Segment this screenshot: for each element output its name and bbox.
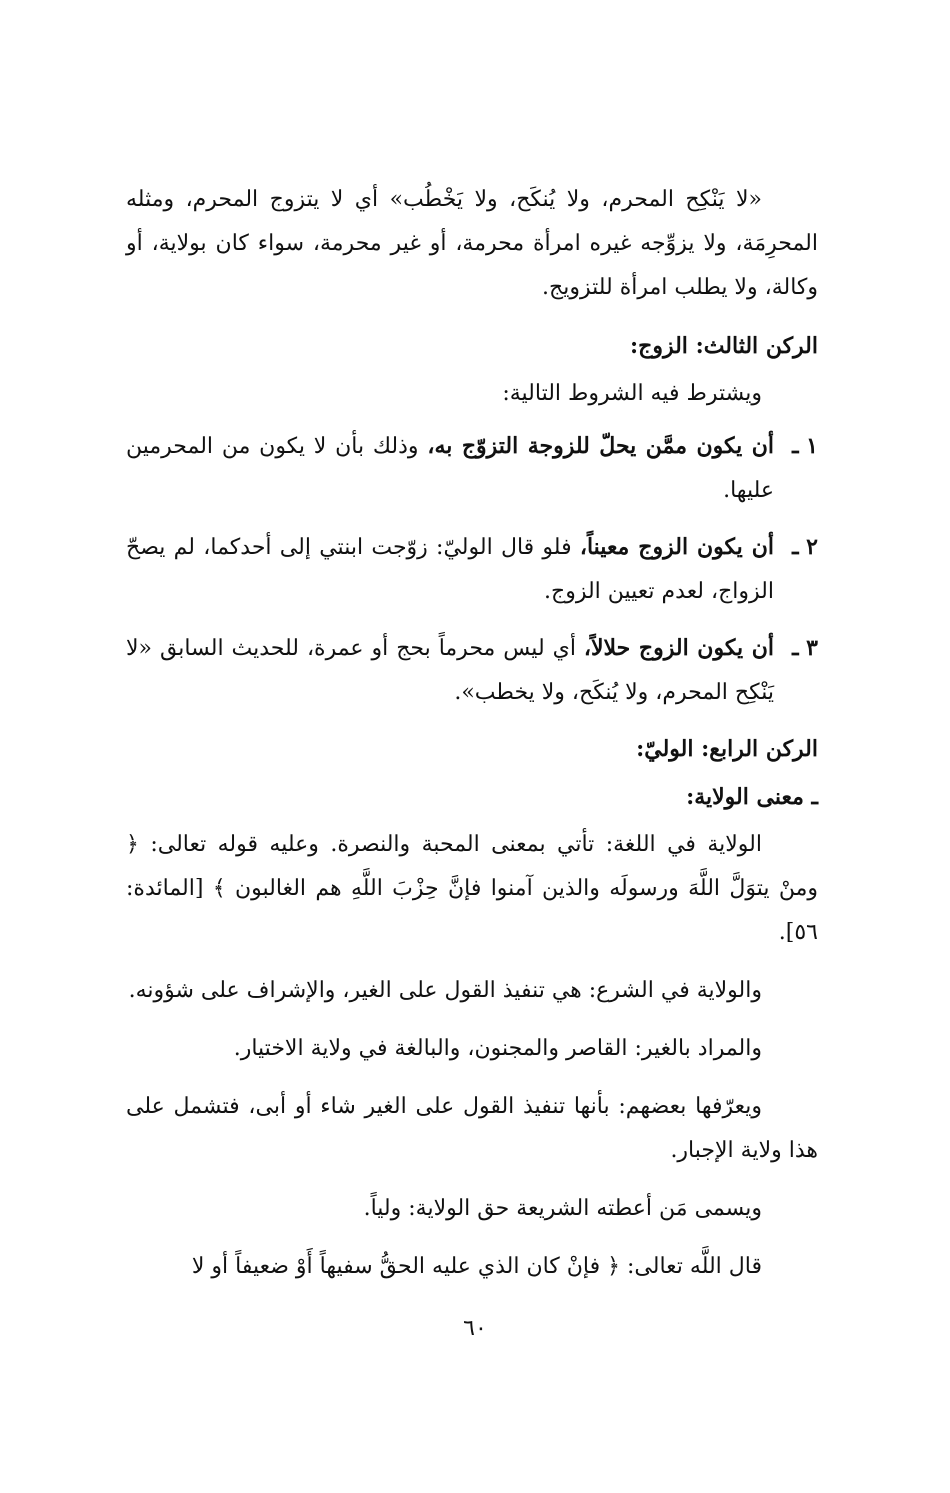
paragraph-quran-quote: قال اللَّه تعالى: ﴿ فإنْ كان الذي عليه الحقُّ سفيهاً أَوْ ضعيفاً أو لا (191, 1254, 762, 1279)
conditions-lead: ويشترط فيه الشروط التالية: (502, 381, 762, 406)
condition-text: وذلك بأن لا يكون من المحرمين عليها. (126, 434, 774, 503)
paragraph-linguistic-meaning: الولاية في اللغة: تأتي بمعنى المحبة والنصرة. وعليه قوله تعالى: ﴿ ومنْ يتوَلَّ اللَّهَ ورسولَه والذين آمنوا فإنَّ حِزْبَ اللَّهِ هم الغالبون ﴾ [المائدة: ٥٦]. (126, 832, 818, 945)
subheading-meaning-of-guardianship: ـ معنى الولاية: (686, 784, 818, 810)
condition-text: أي ليس محرماً بحج أو عمرة، للحديث السابق «لا يَنْكِح المحرم، ولا يُنكَح، ولا يخطب». (126, 636, 774, 705)
paragraph-meaning-of-others: والمراد بالغير: القاصر والمجنون، والبالغة في ولاية الاختيار. (233, 1036, 762, 1061)
paragraph-alt-definition: ويعرّفها بعضهم: بأنها تنفيذ القول على الغير شاء أو أبى، فتشمل على هذا ولاية الإجبار. (126, 1094, 818, 1163)
item-number: ١ ـ (792, 433, 818, 459)
intro-paragraph: «لا يَنْكِح المحرم، ولا يُنكَح، ولا يَخْطُب» أي لا يتزوج المحرم، ومثله المحرِمَة، ولا يزوِّجه غيره امرأة محرمة، أو غير محرمة، سواء كان بولاية، أو وكالة، ولا يطلب امرأة للتزويج. (126, 187, 818, 300)
item-number: ٢ ـ (792, 534, 818, 560)
condition-text: فلو قال الوليّ: زوّجت ابنتي إلى أحدكما، لم يصحّ الزواج، لعدم تعيين الزوج. (126, 535, 774, 604)
condition-title: أن يكون الزوج معيناً، (579, 534, 774, 560)
item-number: ٣ ـ (792, 635, 818, 661)
text-body (126, 178, 818, 1303)
paragraph-legal-meaning: والولاية في الشرع: هي تنفيذ القول على الغير، والإشراف على شؤونه. (128, 978, 762, 1003)
condition-item-3 (126, 626, 818, 715)
page-number: ٦٠ (463, 1316, 487, 1341)
section-heading-groom: الركن الثالث: الزوج: (630, 333, 818, 359)
paragraph-wali-naming: ويسمى مَن أعطته الشريعة حق الولاية: ولياً. (363, 1196, 762, 1221)
condition-title: أن يكون الزوج حلالاً، (583, 635, 774, 661)
condition-item-1 (126, 424, 818, 513)
condition-item-2 (126, 525, 818, 614)
section-heading-guardian: الركن الرابع: الوليّ: (636, 736, 818, 762)
condition-title: أن يكون ممَّن يحلّ للزوجة التزوّج به، (427, 433, 774, 459)
